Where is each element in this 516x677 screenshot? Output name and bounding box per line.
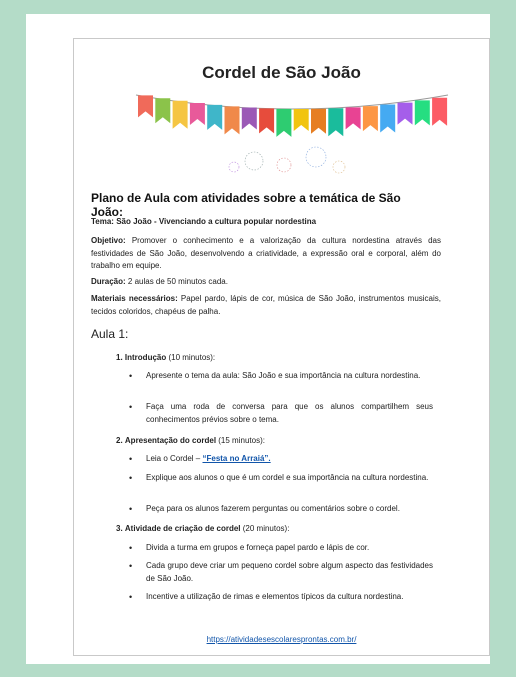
bunting-flag (415, 100, 430, 125)
step-name: Atividade de criação de cordel (124, 524, 241, 533)
list-item-text: Cada grupo deve criar um pequeno cordel sobre algum aspecto das festividades de São João. (146, 561, 433, 583)
bunting-flag (346, 107, 361, 129)
list-item: • Leia o Cordel – “Festa no Arraiá”. (129, 454, 271, 464)
materiais-text: Papel pardo, lápis de cor, música de São João, instrumentos musicais, tecidos coloridos, chapéus de palha. (91, 294, 441, 316)
list-item-text: Apresente o tema da aula: São João e sua importância na cultura nordestina. (146, 371, 421, 380)
list-item-text: Peça para os alunos fazerem perguntas ou comentários sobre o cordel. (146, 504, 400, 513)
bunting-flag (398, 103, 413, 125)
bunting-flag (207, 105, 222, 130)
bunting-flag (259, 108, 274, 133)
bunting-flag (294, 109, 309, 131)
plan-heading: Plano de Aula com atividades sobre a temática de São João: (91, 191, 401, 219)
step-number: 2. (116, 436, 123, 445)
tema-label: Tema: São João - Vivenciando a cultura popular nordestina (91, 217, 317, 226)
step-name: Apresentação do cordel (124, 436, 217, 445)
step-duration: (15 minutos): (216, 436, 265, 445)
list-item-text: Incentive a utilização de rimas e elementos típicos da cultura nordestina. (146, 592, 404, 601)
duracao-paragraph (91, 276, 441, 289)
aula-title: Aula 1: (91, 327, 129, 341)
step-duration: (10 minutos): (166, 353, 216, 362)
duracao-text: 2 aulas de 50 minutos cada. (125, 277, 228, 286)
materiais-paragraph (91, 293, 441, 318)
fireworks-icon (229, 147, 345, 173)
duracao-label: Duração: (91, 277, 126, 286)
step-number: 1. (116, 353, 123, 362)
page-frame (26, 14, 490, 664)
document-sheet (73, 38, 490, 656)
list-item: • Apresente o tema da aula: São João e sua importância na cultura nordestina. (129, 371, 421, 381)
step-number: 3. (116, 524, 123, 533)
step-1-header (116, 352, 215, 364)
bunting-decoration (134, 83, 450, 177)
list-item: • Explique aos alunos o que é um cordel e sua importância na cultura nordestina. (129, 473, 429, 483)
bunting-flag (242, 108, 257, 130)
bunting-flag (276, 109, 291, 137)
objetivo-label: Objetivo: (91, 236, 126, 245)
bunting-flag (190, 103, 205, 125)
festa-no-arraia-link[interactable]: “Festa no Arraiá”. (202, 454, 271, 463)
step-2-header (116, 435, 265, 447)
objetivo-text: Promover o conhecimento e a valorização da cultura nordestina através das festividades de São João, desenvolvendo a criatividade, a expressão oral e corporal, além do trabalho em equipe. (91, 236, 441, 270)
list-item: • Peça para os alunos fazerem perguntas ou comentários sobre o cordel. (129, 504, 400, 514)
list-item-text: Faça uma roda de conversa para que os alunos compartilhem seus conhecimentos prévios sobre o tema. (146, 402, 433, 424)
objetivo-paragraph (91, 235, 441, 273)
list-item: • Faça uma roda de conversa para que os alunos compartilhem seus conhecimentos prévios sobre o tema. (129, 402, 433, 424)
bunting-flag (311, 109, 326, 134)
tema-line (91, 216, 441, 229)
bunting-flag (328, 108, 343, 136)
document-title: Cordel de São João (202, 63, 361, 82)
list-item-text: Explique aos alunos o que é um cordel e sua importância na cultura nordestina. (146, 473, 429, 482)
list-item: • Incentive a utilização de rimas e elementos típicos da cultura nordestina. (129, 592, 404, 602)
step-name: Introdução (124, 353, 167, 362)
bunting-flag (380, 105, 395, 133)
bunting-flag (173, 101, 188, 129)
list-item-text: Leia o Cordel – (146, 454, 203, 463)
bunting-flag (432, 98, 447, 126)
bunting-flag (138, 95, 153, 117)
list-item: • Divida a turma em grupos e forneça papel pardo e lápis de cor. (129, 543, 370, 553)
materiais-label: Materiais necessários: (91, 294, 178, 303)
step-duration: (20 minutos): (240, 524, 290, 533)
list-item: • Cada grupo deve criar um pequeno cordel sobre algum aspecto das festividades de São João. (129, 561, 433, 583)
bunting-flag (225, 106, 240, 134)
bunting-flag (363, 106, 378, 131)
step-3-header (116, 523, 289, 535)
footer-link[interactable]: https://atividadesescolaresprontas.com.br/ (206, 635, 357, 644)
list-item-text: Divida a turma em grupos e forneça papel pardo e lápis de cor. (146, 543, 370, 552)
bunting-flag (155, 98, 170, 123)
